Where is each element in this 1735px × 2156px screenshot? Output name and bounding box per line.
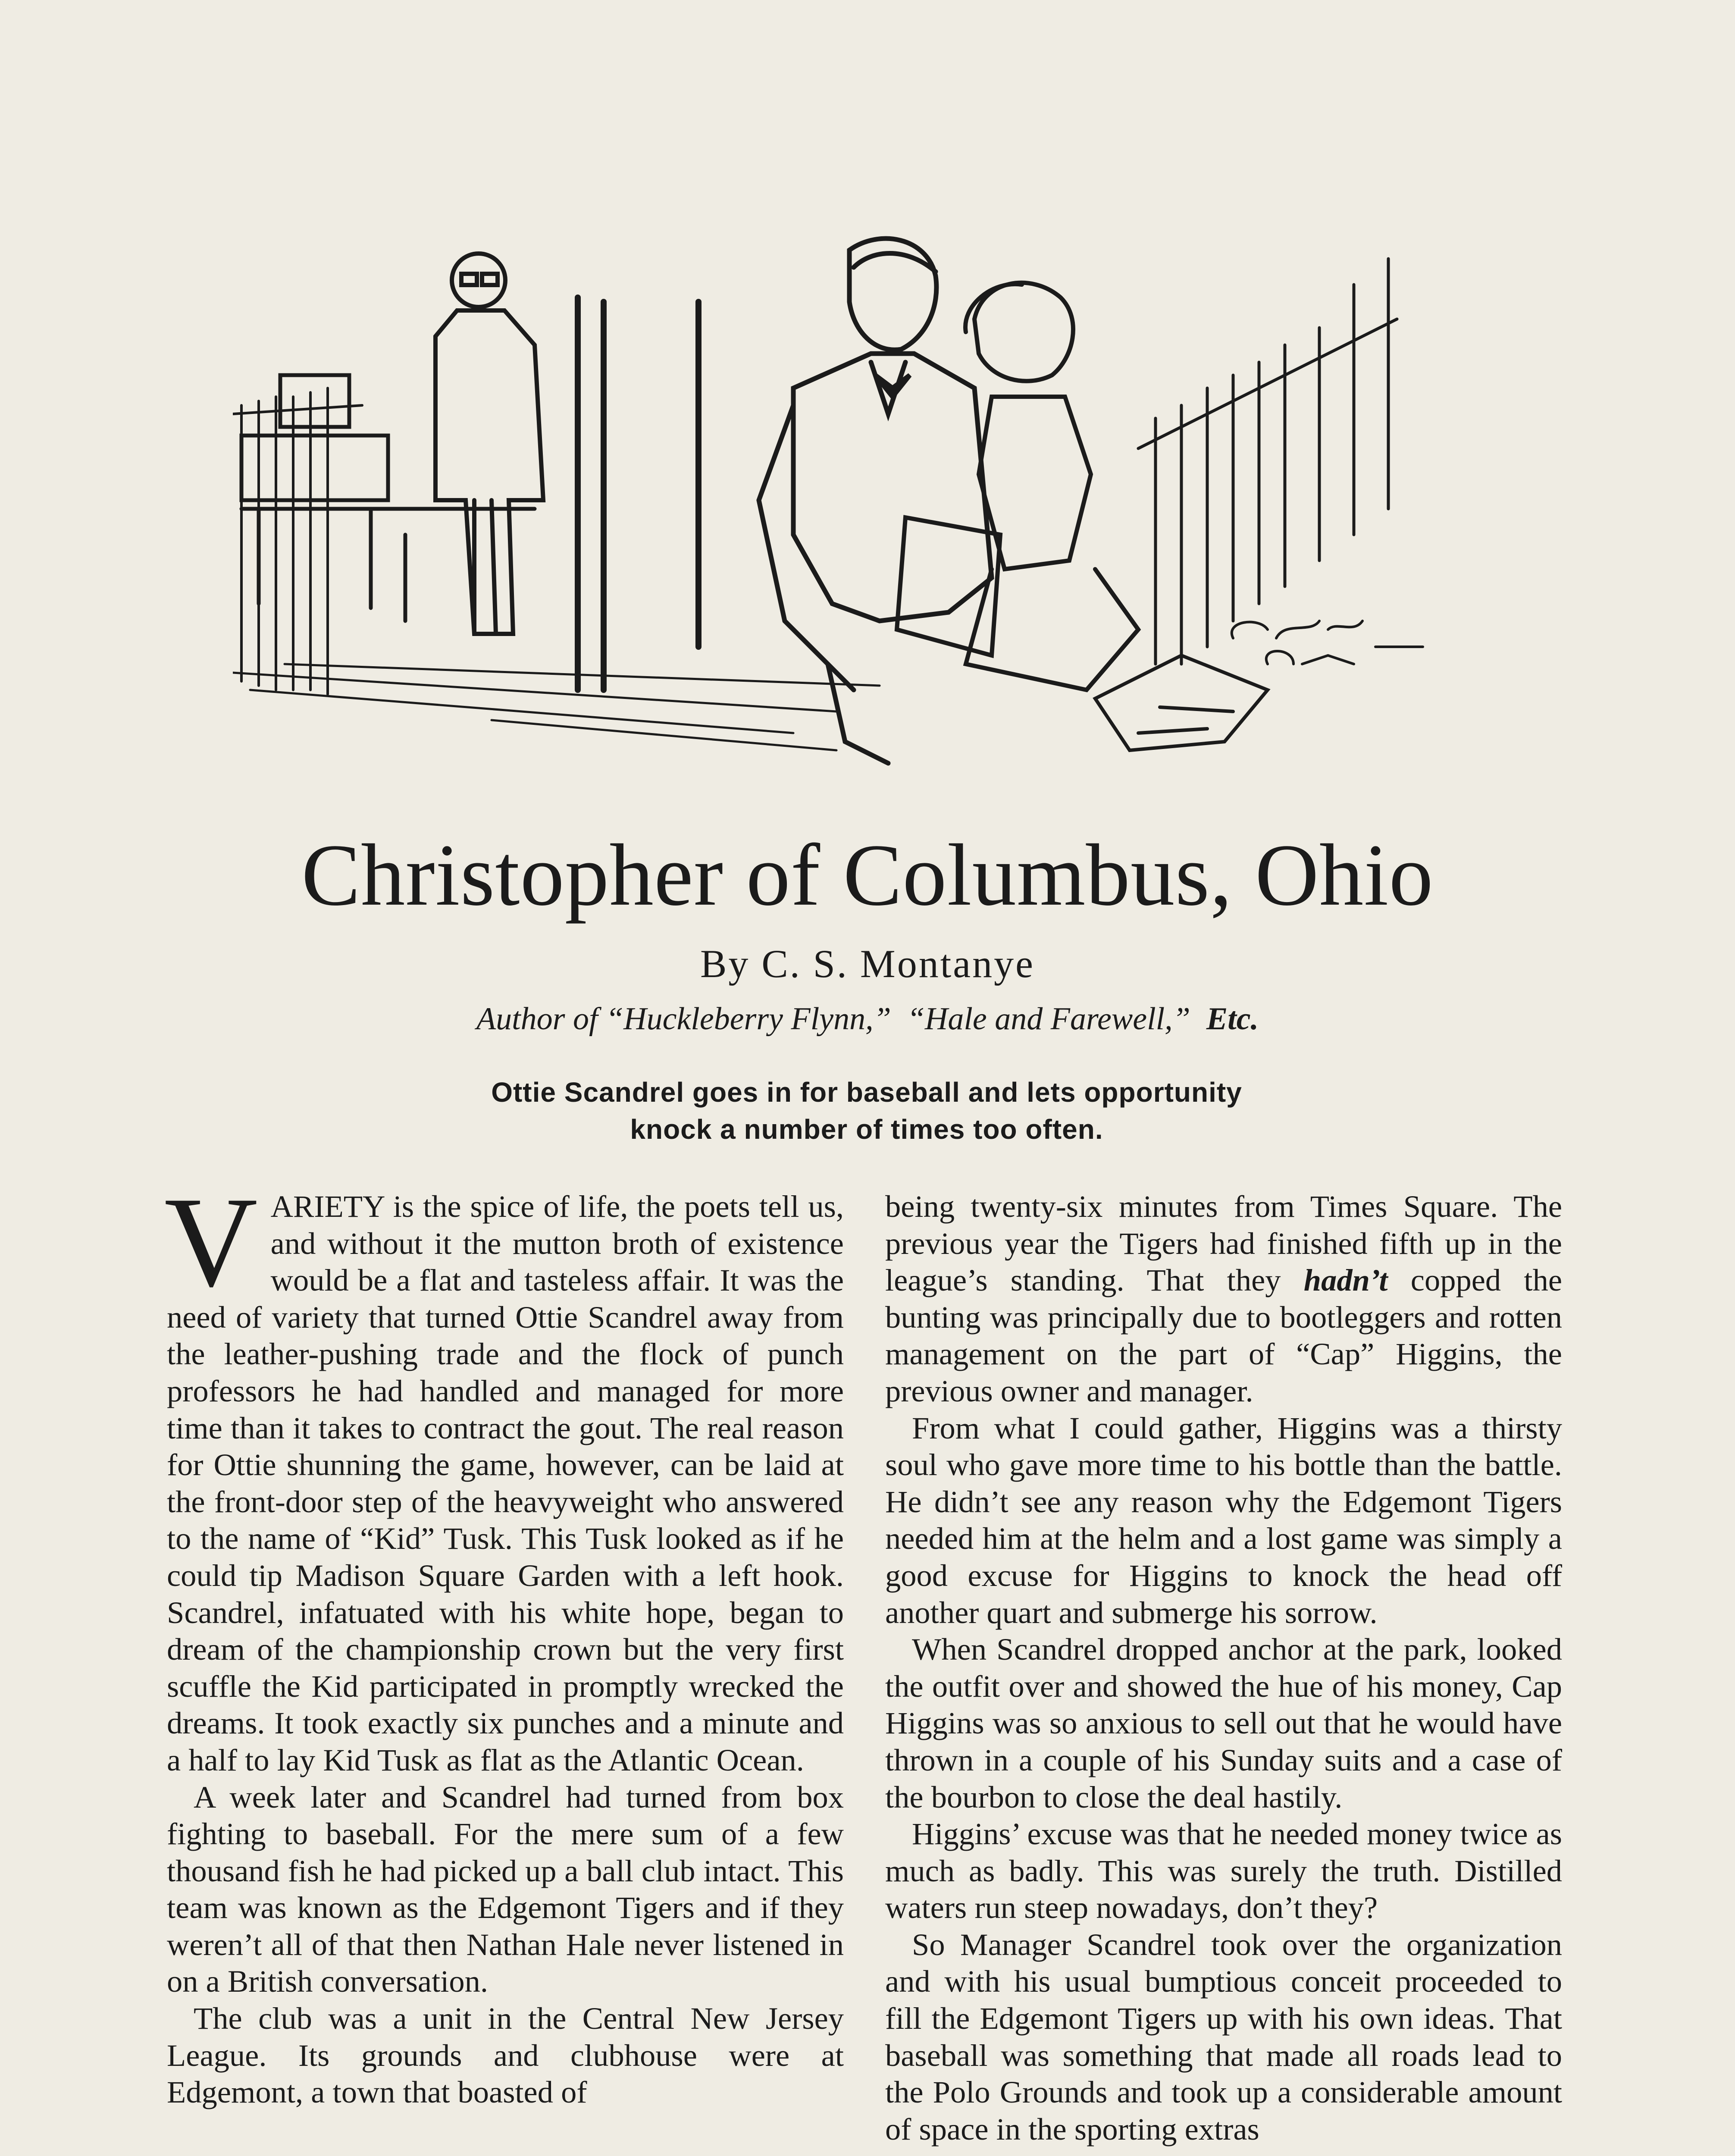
story-blurb: Ottie Scandrel goes in for baseball and lets opportunity knock a number of times too often. (491, 1077, 1242, 1145)
paragraph: When Scandrel dropped anchor at the park, looked the outfit over and showed the hue of his money, Cap Higgins was so anxious to sell out that he would have thrown in a couple of his Sunday suits and a case of the bourbon to close the deal hastily. (885, 1632, 1562, 1814)
story-illustration (233, 233, 1492, 793)
paragraph: being twenty-six minutes from Times Square. The previous year the Tigers had finished fifth up in the league’s standing. That they hadn’t copped the bunting was principally due to bootleggers and rotten management on the part of “Cap” Higgins, the previous owner and manager. (885, 1189, 1562, 1408)
story-title: Christopher of Columbus, Ohio (301, 826, 1434, 924)
bench (241, 375, 535, 621)
byline: By C. S. Montanye (700, 942, 1035, 986)
author-prefix: Author of (476, 1001, 606, 1037)
author-credits (0, 998, 1735, 1040)
man-background (435, 254, 543, 634)
paragraph: From what I could gather, Higgins was a thirsty soul who gave more time to his bottle than the battle. He didn’t see any reason why the Edgemont Tigers needed him at the helm and a lost game was simply a good excuse for Higgins to knock the head off another quart and submerge his sorrow. (885, 1410, 1562, 1630)
ground-hatching (233, 664, 880, 750)
text-column-left (164, 1170, 844, 2111)
posts (578, 298, 698, 690)
book-title-2: “Hale and Farewell,” (907, 1001, 1190, 1037)
paragraph: Higgins’ excuse was that he needed money twice as much as badly. This was surely the truth. Distilled waters run steep nowadays, don’t they? (885, 1816, 1562, 1925)
artist-signature (1232, 621, 1423, 664)
paragraph: The club was a unit in the Central New Jersey League. Its grounds and clubhouse were at Edgemont, a town that boasted of (167, 2001, 844, 2110)
fence-right (1138, 259, 1397, 664)
text-column-right (885, 1188, 1562, 2147)
paragraph: VARIETY is the spice of life, the poets tell us, and without it the mutton broth of existence would be a flat and tasteless affair. It was the need of variety that turned Ottie Scandrel away from the leather-pushing trade and the flock of punch professors he had handled and managed for more time than it takes to contract the gout. The real reason for Ottie shunning the game, however, can be laid at the front-door step of the heavyweight who answered to the name of “Kid” Tusk. This Tusk looked as if he could tip Madison Square Garden with a left hook. Scandrel, infatuated with his white hope, began to dream of the championship crown but the very first scuffle the Kid participated in promptly wrecked the dreams. It took exactly six punches and a minute and a half to lay Kid Tusk as flat as the Atlantic Ocean. (164, 1170, 844, 1777)
woman (897, 283, 1138, 690)
etc-label: Etc. (1206, 1001, 1259, 1037)
drop-cap: V (164, 1170, 258, 1313)
foreground-objects (1095, 655, 1268, 750)
paragraph: So Manager Scandrel took over the organization and with his usual bumptious conceit proceeded to fill the Edgemont Tigers up with his own ideas. That baseball was something that made all roads lead to the Polo Grounds and took up a considerable amount of space in the sporting extras (885, 1927, 1562, 2147)
paragraph: A week later and Scandrel had turned from box fighting to baseball. For the mere sum of a few thousand fish he had picked up a ball club intact. This team was known as the Edgemont Tigers and if they weren’t all of that then Nathan Hale never listened in on a British conversation. (167, 1779, 844, 1999)
book-title-1: “Huckleberry Flynn,” (606, 1001, 891, 1037)
